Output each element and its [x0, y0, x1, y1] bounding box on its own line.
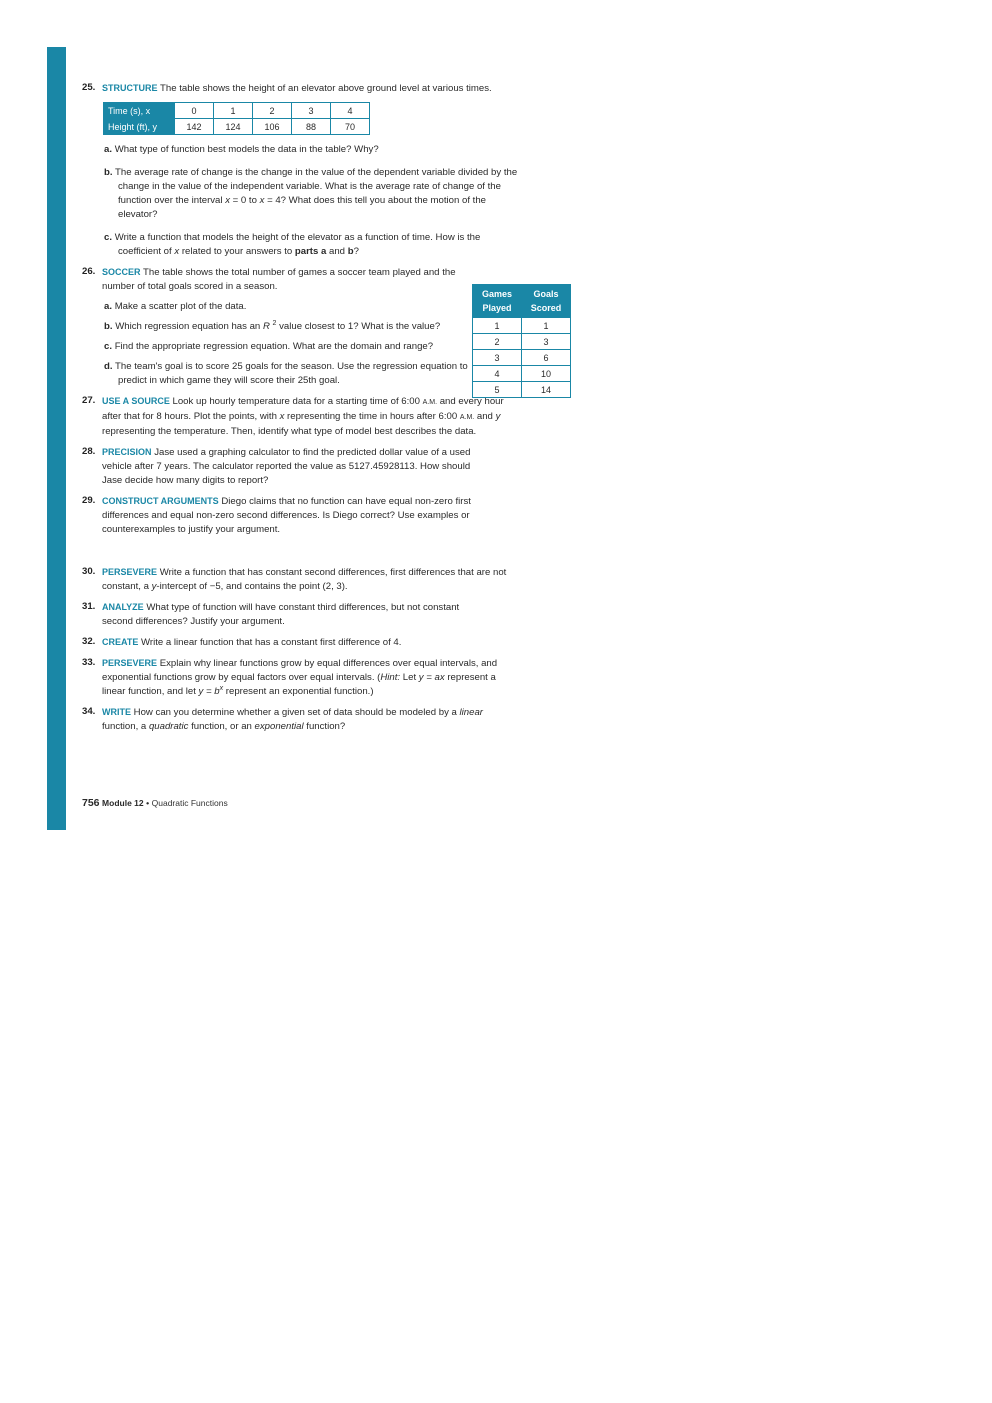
- table-cell: 3: [473, 350, 522, 366]
- question-29: 29. CONSTRUCT ARGUMENTS Diego claims that no function can have equal non-zero first differences and equal non-zero second differences. Is Diego correct? Use examples or counterexamples to justify your argument.: [82, 495, 471, 535]
- module-label: Module 12: [102, 798, 144, 808]
- table-header-row: [473, 285, 571, 318]
- page-number: 756: [82, 797, 100, 809]
- table-row: [473, 382, 571, 398]
- question-keyword: PRECISION: [102, 447, 152, 457]
- table-cell: 0: [175, 103, 214, 119]
- table-row: [104, 119, 370, 135]
- table-cell: 6: [522, 350, 571, 366]
- question-30: 30. PERSEVERE Write a function that has constant second differences, first differences that are not constant, a y-intercept of −5, and contains the point (2, 3).: [82, 566, 507, 592]
- column-header-games: Games Played: [473, 285, 522, 318]
- question-number: 26.: [82, 266, 96, 277]
- table-row: [104, 103, 370, 119]
- table-cell: 88: [292, 119, 331, 135]
- question-32: 32. CREATE Write a linear function that has a constant first difference of 4.: [82, 636, 402, 648]
- question-number: 33.: [82, 657, 96, 668]
- table-row: [473, 334, 571, 350]
- page-side-bar: [47, 47, 66, 830]
- part-c: c. Write a function that models the height of the elevator as a function of time. How is the coefficient of x related to your answers to parts a and b?: [104, 232, 481, 257]
- question-keyword: ANALYZE: [102, 602, 144, 612]
- table-row: [473, 366, 571, 382]
- question-26: 26. SOCCER The table shows the total number of games a soccer team played and the number of total goals scored in a season. a. Make a scatter plot of the data. b. Which regression equation has an R $^2$ value closest to 1? What is the value? c. Find the appropriate regression equation. What are the domain and range? d. The team's goal is to score 25 goals for the season. Use the regression equation to predict in which game they will score their 25th goal.: [80, 265, 462, 388]
- table-cell: 2: [253, 103, 292, 119]
- question-number: 25.: [82, 82, 96, 93]
- table-cell: 2: [473, 334, 522, 350]
- table-cell: 1: [214, 103, 253, 119]
- elevator-table: [103, 102, 370, 135]
- table-row: [473, 318, 571, 334]
- table-cell: 106: [253, 119, 292, 135]
- question-keyword: PERSEVERE: [102, 658, 158, 668]
- table-cell: 3: [292, 103, 331, 119]
- question-33: 33. PERSEVERE Explain why linear functions grow by equal differences over equal intervals, and exponential functions grow by equal factors over equal intervals. (Hint: Let y = ax represent a linear function, and let $y = b^x$ represent an exponential function.): [82, 657, 498, 697]
- question-keyword: PERSEVERE: [102, 567, 158, 577]
- part-d: d. The team's goal is to score 25 goals for the season. Use the regression equation to predict in which game they will score their 25th goal.: [104, 361, 468, 386]
- row-header-height: Height (ft), y: [104, 119, 175, 135]
- question-keyword: CONSTRUCT ARGUMENTS: [102, 496, 219, 506]
- question-25: 25. STRUCTURE The table shows the height of an elevator above ground level at various times. Time (s), x 0 1 2 3 4 Height (ft), y 142 124 106 88 70 a. What type of function best models the data in the table? Why? b. The average rate of change is the change in the value of the dependent variable divided by the change in the value of the independent variable. What is the average rate of change of the function over the interval x = 0 to x = 4? What does this tell you about the motion of the elevator? c. Write a function that models the height of the elevator as a function of time. How is the coefficient of x related to your answers to parts a and b?: [80, 81, 520, 259]
- table-cell: 142: [175, 119, 214, 135]
- question-number: 27.: [82, 395, 96, 406]
- module-title: Quadratic Functions: [151, 798, 228, 808]
- table-cell: 14: [522, 382, 571, 398]
- table-cell: 1: [473, 318, 522, 334]
- table-cell: 4: [473, 366, 522, 382]
- row-header-time: Time (s), x: [104, 103, 175, 119]
- table-cell: 3: [522, 334, 571, 350]
- table-row: [473, 350, 571, 366]
- part-c: c. Find the appropriate regression equation. What are the domain and range?: [104, 341, 434, 352]
- table-cell: 70: [331, 119, 370, 135]
- soccer-table: [472, 284, 571, 398]
- exercise-list: [80, 81, 520, 734]
- question-keyword: SOCCER: [102, 267, 141, 277]
- part-a: a. What type of function best models the data in the table? Why?: [104, 144, 379, 155]
- part-b: b. Which regression equation has an R $^2$ value closest to 1? What is the value?: [104, 319, 441, 332]
- question-keyword: STRUCTURE: [102, 83, 158, 93]
- table-cell: 5: [473, 382, 522, 398]
- question-number: 29.: [82, 495, 96, 506]
- table-cell: 1: [522, 318, 571, 334]
- question-number: 30.: [82, 566, 96, 577]
- question-28: 28. PRECISION Jase used a graphing calculator to find the predicted dollar value of a used vehicle after 7 years. The calculator reported the value as 5127.45928113. How should Jase decide how many digits to report?: [82, 446, 471, 486]
- table-cell: 124: [214, 119, 253, 135]
- column-header-goals: Goals Scored: [522, 285, 571, 318]
- question-keyword: USE A SOURCE: [102, 396, 170, 406]
- question-number: 28.: [82, 446, 96, 457]
- table-cell: 10: [522, 366, 571, 382]
- part-b: b. The average rate of change is the change in the value of the dependent variable divided by the change in the value of the independent variable. What is the average rate of change of the function over the interval x = 0 to x = 4? What does this tell you about the motion of the elevator?: [104, 167, 518, 220]
- question-keyword: CREATE: [102, 637, 139, 647]
- part-a: a. Make a scatter plot of the data.: [104, 301, 247, 312]
- page-footer: 756 Module 12 • Quadratic Functions: [82, 797, 228, 809]
- question-keyword: WRITE: [102, 707, 131, 717]
- question-number: 31.: [82, 601, 96, 612]
- question-34: 34. WRITE How can you determine whether a given set of data should be modeled by a linear function, a quadratic function, or an exponential function?: [82, 706, 483, 732]
- question-31: 31. ANALYZE What type of function will have constant third differences, but not constant second differences? Justify your argument.: [82, 601, 460, 627]
- table-cell: 4: [331, 103, 370, 119]
- question-27: 27. USE A SOURCE Look up hourly temperature data for a starting time of 6:00 A.M. and every hour after that for 8 hours. Plot the points, with x representing the time in hours after 6:00 A.M. and y representing the temperature. Then, identify what type of model best describes the data.: [82, 395, 504, 437]
- question-number: 34.: [82, 706, 96, 717]
- question-number: 32.: [82, 636, 96, 647]
